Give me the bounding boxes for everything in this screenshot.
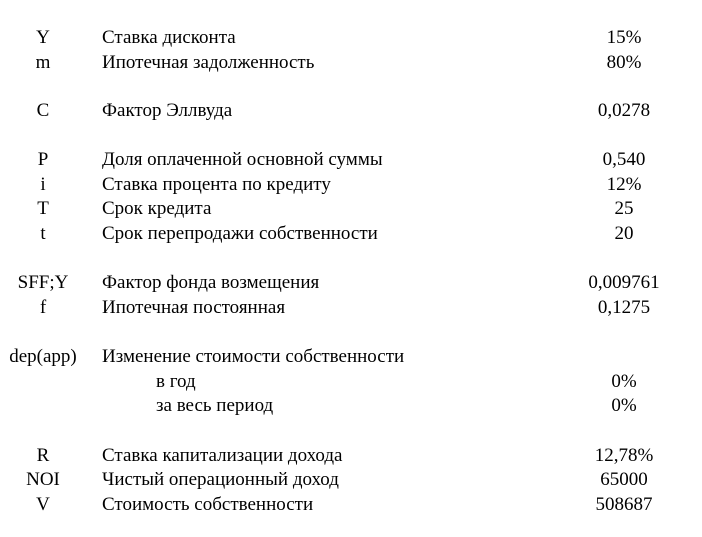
table-row — [0, 222, 702, 246]
label-cell: Ипотечная постоянная — [102, 297, 286, 318]
label-cell: Фактор Эллвуда — [102, 100, 233, 121]
symbol-cell: i — [40, 174, 46, 195]
label-cell: Фактор фонда возмещения — [102, 272, 320, 293]
symbol-cell: dep(app) — [9, 346, 77, 367]
table-row — [0, 493, 702, 517]
label-cell: в год — [156, 371, 196, 392]
value-cell: 25 — [614, 198, 634, 219]
table-row — [0, 148, 702, 172]
value-cell: 15% — [606, 27, 642, 48]
symbol-cell: P — [37, 149, 49, 170]
value-cell: 0,1275 — [597, 297, 651, 318]
value-cell: 12,78% — [594, 445, 654, 466]
value-cell: 0% — [611, 395, 637, 416]
value-cell: 0,009761 — [588, 272, 660, 293]
label-cell: Стоимость собственности — [102, 494, 314, 515]
value-cell: 12% — [606, 174, 642, 195]
label-cell: Доля оплаченной основной суммы — [102, 149, 383, 170]
label-cell: Ставка дисконта — [102, 27, 236, 48]
table-row — [0, 173, 702, 197]
value-cell: 508687 — [595, 494, 653, 515]
symbol-cell: R — [36, 445, 50, 466]
table-row — [0, 468, 702, 492]
table-row — [0, 26, 702, 50]
label-cell: Срок кредита — [102, 198, 212, 219]
table-row — [0, 345, 702, 369]
table-row — [0, 197, 702, 221]
symbol-cell: SFF;Y — [17, 272, 69, 293]
symbol-cell: V — [36, 494, 50, 515]
table-row — [0, 394, 702, 418]
symbol-cell: NOI — [26, 469, 60, 490]
symbol-cell: Y — [36, 27, 50, 48]
label-cell: Срок перепродажи собственности — [102, 223, 378, 244]
label-cell: Изменение стоимости собственности — [102, 346, 405, 367]
symbol-cell: t — [40, 223, 46, 244]
value-cell: 0% — [611, 371, 637, 392]
value-cell: 0,0278 — [597, 100, 651, 121]
symbol-cell: f — [39, 297, 47, 318]
table-row — [0, 51, 702, 75]
table-row — [0, 296, 702, 320]
table-row — [0, 370, 702, 394]
symbol-cell: C — [36, 100, 50, 121]
table-row — [0, 444, 702, 468]
value-cell: 20 — [614, 223, 634, 244]
label-cell: Ипотечная задолженность — [102, 52, 315, 73]
label-cell: Ставка процента по кредиту — [102, 174, 331, 195]
label-cell: Чистый операционный доход — [102, 469, 339, 490]
symbol-cell: T — [37, 198, 49, 219]
label-cell: Ставка капитализации дохода — [102, 445, 343, 466]
symbol-cell: m — [35, 52, 51, 73]
table-row — [0, 271, 702, 295]
value-cell: 0,540 — [602, 149, 646, 170]
label-cell: за весь период — [156, 395, 274, 416]
table-row — [0, 99, 702, 123]
value-cell: 65000 — [600, 469, 648, 490]
value-cell: 80% — [606, 52, 642, 73]
